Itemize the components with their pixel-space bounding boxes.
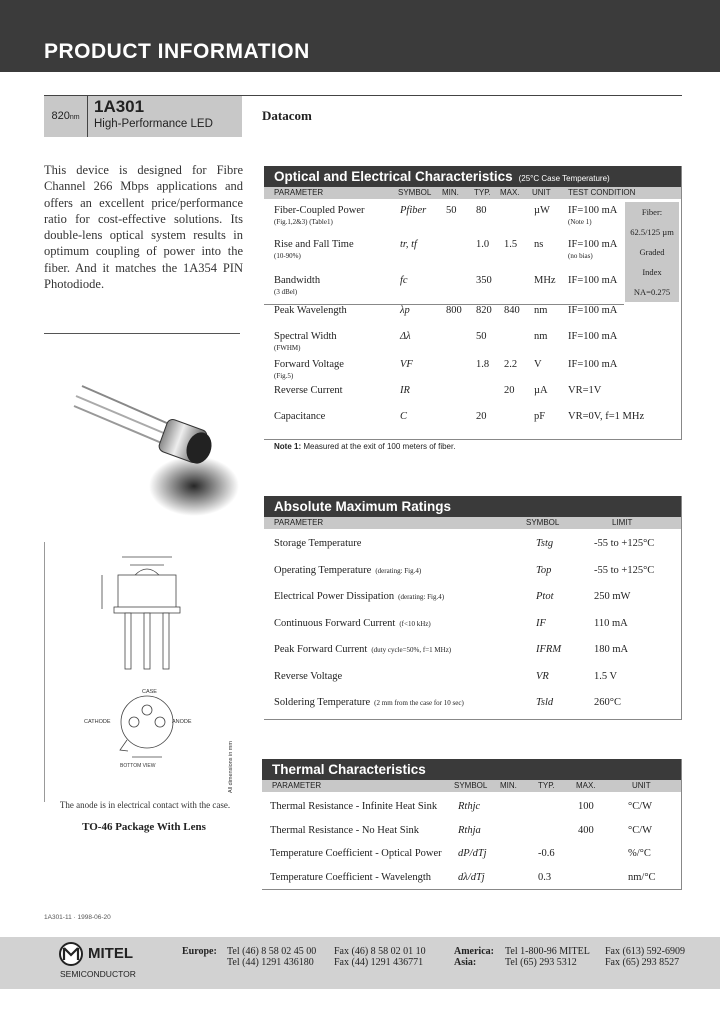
typ-value: 350 <box>476 275 492 286</box>
param-name <box>274 591 444 602</box>
absolute-row <box>264 538 680 558</box>
test-condition: VR=1V <box>568 385 602 396</box>
col-test-condition: TEST CONDITION <box>568 188 636 197</box>
absolute-row <box>264 644 680 664</box>
typ-value: 50 <box>476 331 487 342</box>
fiber-box-line: NA=0.275 <box>633 287 671 297</box>
led-photo <box>44 336 240 526</box>
footnote <box>274 442 455 451</box>
col-max: MAX. <box>500 188 520 197</box>
america-label <box>454 946 494 957</box>
symbol: Tsld <box>536 697 554 708</box>
col-symbol: SYMBOL <box>398 188 432 197</box>
param-label: Reverse Voltage <box>274 670 343 682</box>
param-name: Forward Voltage <box>274 359 344 370</box>
param-note: (10-90%) <box>274 252 301 260</box>
param-note: (f<10 kHz) <box>399 619 431 628</box>
param-name <box>274 565 421 576</box>
optical-row <box>264 385 624 413</box>
absolute-row <box>264 565 680 585</box>
symbol: Rthjc <box>458 801 481 812</box>
col-typ: TYP. <box>474 188 491 197</box>
america-tel: Tel 1-800-96 MITEL <box>505 946 590 957</box>
europe-label: Europe: <box>182 946 217 957</box>
dimensions-note: All dimensions in mm <box>228 741 234 793</box>
europe-fax-2: Fax (44) 1291 436771 <box>334 957 424 968</box>
param-name: Thermal Resistance - No Heat Sink <box>270 824 419 836</box>
col-min: MIN. <box>442 188 459 197</box>
america-label-text: America: <box>454 946 494 957</box>
test-condition: IF=100 mA <box>568 331 618 342</box>
limit-value: 260°C <box>594 697 621 708</box>
test-condition: IF=100 mA <box>568 305 618 316</box>
symbol: fc <box>400 275 408 286</box>
bottom-view-label: BOTTOM VIEW <box>120 763 156 769</box>
fiber-box-line: Index <box>642 267 662 277</box>
min-value: 50 <box>446 205 457 216</box>
col-typ: TYP. <box>538 781 555 790</box>
param-note: (FWHM) <box>274 344 301 352</box>
symbol: IFRM <box>536 644 562 655</box>
absolute-row <box>264 671 680 691</box>
max-value: 1.5 <box>504 239 518 250</box>
header-rule <box>242 95 682 96</box>
typ-value: 820 <box>476 305 492 316</box>
test-condition: IF=100 mA <box>568 239 618 250</box>
fiber-box-line: Fiber: <box>641 207 663 217</box>
optical-row <box>264 305 624 333</box>
param-name: Temperature Coefficient - Optical Power <box>270 848 442 859</box>
package-caption: TO-46 Package With Lens <box>82 821 206 833</box>
photo-rule <box>44 333 240 334</box>
col-unit: UNIT <box>632 781 651 790</box>
unit: MHz <box>534 275 556 286</box>
limit-value: -55 to +125°C <box>594 538 655 549</box>
absolute-row <box>264 697 680 717</box>
wavelength-unit: nm <box>69 114 80 121</box>
limit-value: 110 mA <box>594 617 628 629</box>
anode-note: The anode is in electrical contact with the case. <box>59 800 231 810</box>
max-value: 400 <box>578 824 594 836</box>
symbol: VF <box>400 359 413 370</box>
limit-value: -55 to +125°C <box>594 564 655 576</box>
thermal-table <box>262 759 682 890</box>
typ-value: 0.3 <box>538 871 552 883</box>
drawing-rule <box>44 542 45 802</box>
param-note: (2 mm from the case for 10 sec) <box>374 699 464 707</box>
absolute-header-row <box>264 517 681 529</box>
package-drawing <box>52 545 242 807</box>
wavelength-value: 820 <box>51 110 70 122</box>
param-name: Peak Wavelength <box>274 305 347 316</box>
symbol: tr, tf <box>400 239 417 250</box>
test-condition: IF=100 mA <box>568 205 618 216</box>
col-unit: UNIT <box>532 188 551 197</box>
thermal-title: Thermal Characteristics <box>262 759 681 780</box>
fiber-box-line: Graded <box>639 247 665 257</box>
max-value: 2.2 <box>504 359 518 370</box>
unit: nm <box>534 331 548 342</box>
absolute-row <box>264 618 680 638</box>
footnote-label: Note 1: <box>274 442 302 451</box>
typ-value: 80 <box>476 205 487 216</box>
symbol: IF <box>536 617 546 629</box>
param-name <box>274 644 451 655</box>
test-condition-note: (Note 1) <box>568 218 592 226</box>
thermal-header-row <box>262 780 681 792</box>
thermal-row <box>262 848 680 868</box>
product-description: High-Performance LED <box>94 118 213 130</box>
optical-row <box>264 359 624 387</box>
param-name <box>274 697 464 708</box>
param-name <box>274 538 361 549</box>
europe-tel-1: Tel (46) 8 58 02 45 00 <box>227 946 317 957</box>
document-code: 1A301-11 · 1998-06-20 <box>44 914 111 921</box>
thermal-row <box>262 801 680 821</box>
typ-value: 1.8 <box>476 359 490 370</box>
optical-row <box>264 331 624 359</box>
europe-tel-2: Tel (44) 1291 436180 <box>227 957 314 968</box>
part-number: 1A301 <box>94 97 145 116</box>
mitel-logo-icon <box>58 942 84 966</box>
param-note: (derating: Fig.4) <box>375 566 422 575</box>
max-value: 20 <box>504 385 515 396</box>
param-note: (derating: Fig.4) <box>398 593 445 601</box>
param-label: Operating Temperature <box>274 564 372 576</box>
row-divider <box>264 304 624 305</box>
param-name: Temperature Coefficient - Wavelength <box>270 871 432 883</box>
param-label: Continuous Forward Current <box>274 617 396 629</box>
europe-fax-1: Fax (46) 8 58 02 01 10 <box>334 946 426 957</box>
param-name: Reverse Current <box>274 385 343 396</box>
unit: %/°C <box>628 848 651 859</box>
product-id-box <box>44 95 242 137</box>
case-label: CASE <box>142 689 157 695</box>
typ-value: 20 <box>476 411 487 422</box>
limit-value: 180 mA <box>594 644 629 655</box>
symbol: dP/dTj <box>458 848 487 859</box>
symbol: dλ/dTj <box>458 871 485 883</box>
param-name <box>274 671 342 682</box>
param-name <box>274 618 431 629</box>
europe-contact <box>182 946 217 957</box>
limit-value: 1.5 V <box>594 670 618 682</box>
absolute-title: Absolute Maximum Ratings <box>264 496 681 517</box>
anode-label: ANODE <box>172 719 192 725</box>
symbol: VR <box>536 670 549 682</box>
page-title: PRODUCT INFORMATION <box>44 40 310 63</box>
col-min: MIN. <box>500 781 517 790</box>
optical-row <box>264 205 624 233</box>
symbol: IR <box>400 385 410 396</box>
unit: µA <box>534 385 548 396</box>
param-label: Soldering Temperature <box>274 697 371 708</box>
symbol: Ptot <box>536 591 554 602</box>
asia-label-text: Asia: <box>454 957 477 968</box>
absolute-table <box>264 496 682 720</box>
param-name: Rise and Fall Time <box>274 239 354 250</box>
typ-value: 1.0 <box>476 239 490 250</box>
col-symbol: SYMBOL <box>454 781 488 790</box>
param-name: Fiber-Coupled Power <box>274 205 365 216</box>
product-category: Datacom <box>262 108 312 123</box>
optical-header-row <box>264 187 681 199</box>
fiber-box <box>625 202 679 302</box>
symbol: C <box>400 411 408 422</box>
optical-subtitle: (25°C Case Temperature) <box>518 174 610 183</box>
optical-table <box>264 166 682 440</box>
param-name: Thermal Resistance - Infinite Heat Sink <box>270 801 438 812</box>
asia-tel: Tel (65) 293 5312 <box>505 957 577 968</box>
unit: nm <box>534 305 548 316</box>
absolute-row <box>264 591 680 611</box>
optical-row <box>264 275 624 303</box>
unit: pF <box>534 411 546 422</box>
asia-label <box>454 957 476 968</box>
optical-row <box>264 411 645 439</box>
unit: °C/W <box>628 824 653 836</box>
thermal-row <box>262 825 680 845</box>
logo-wordmark: MITEL <box>88 945 133 962</box>
unit: nm/°C <box>628 871 656 883</box>
col-parameter: PARAMETER <box>274 518 324 527</box>
unit: V <box>534 359 542 370</box>
col-symbol: SYMBOL <box>526 518 560 527</box>
intro-paragraph: This device is designed for Fibre Channel 266 Mbps applications and offers an excellent price/performance ratio for cost-effective solutions. Its double-lens optical system results in optimum coupling of power into the fiber. And it matches the 1A354 PIN Photodiode. <box>44 163 243 292</box>
test-condition: IF=100 mA <box>568 359 618 370</box>
cathode-label: CATHODE <box>84 719 111 725</box>
col-max: MAX. <box>576 781 596 790</box>
fiber-box-line: 62.5/125 µm <box>630 227 674 237</box>
symbol: Top <box>536 564 552 576</box>
unit: ns <box>534 239 544 250</box>
symbol: Rthja <box>458 824 481 836</box>
asia-fax: Fax (65) 293 8527 <box>605 957 680 968</box>
typ-value: -0.6 <box>538 848 555 859</box>
symbol: Tstg <box>536 538 554 549</box>
symbol: λp <box>400 305 410 316</box>
param-note: (Fig.1,2&3) (Table1) <box>274 218 333 226</box>
col-limit: LIMIT <box>612 518 633 527</box>
symbol: Δλ <box>400 331 411 342</box>
optical-title <box>264 166 681 187</box>
optical-row <box>264 239 624 267</box>
param-label: Electrical Power Dissipation <box>274 591 395 602</box>
param-name: Capacitance <box>274 411 326 422</box>
param-label: Storage Temperature <box>274 538 362 549</box>
col-parameter: PARAMETER <box>274 188 324 197</box>
logo-subtitle: SEMICONDUCTOR <box>60 969 136 979</box>
wavelength-cell <box>44 96 88 137</box>
unit: µW <box>534 205 550 216</box>
america-fax: Fax (613) 592-6909 <box>605 946 685 957</box>
param-name: Bandwidth <box>274 275 321 286</box>
test-condition-note: (no bias) <box>568 252 593 260</box>
param-name: Spectral Width <box>274 331 337 342</box>
max-value: 840 <box>504 305 520 316</box>
test-condition: IF=100 mA <box>568 275 618 286</box>
param-note: (3 dBel) <box>274 288 298 296</box>
unit: °C/W <box>628 801 653 812</box>
max-value: 100 <box>578 801 594 812</box>
symbol: Pfiber <box>400 205 427 216</box>
test-condition: VR=0V, f=1 MHz <box>568 411 645 422</box>
param-label: Peak Forward Current <box>274 644 368 655</box>
col-parameter: PARAMETER <box>272 781 322 790</box>
thermal-row <box>262 872 680 892</box>
min-value: 800 <box>446 305 462 316</box>
limit-value: 250 mW <box>594 591 631 602</box>
param-note: (Fig.5) <box>274 372 294 380</box>
param-note: (duty cycle=50%, f=1 MHz) <box>371 646 452 654</box>
footnote-text: Measured at the exit of 100 meters of fiber. <box>303 442 456 451</box>
optical-title-text: Optical and Electrical Characteristics <box>274 169 513 184</box>
